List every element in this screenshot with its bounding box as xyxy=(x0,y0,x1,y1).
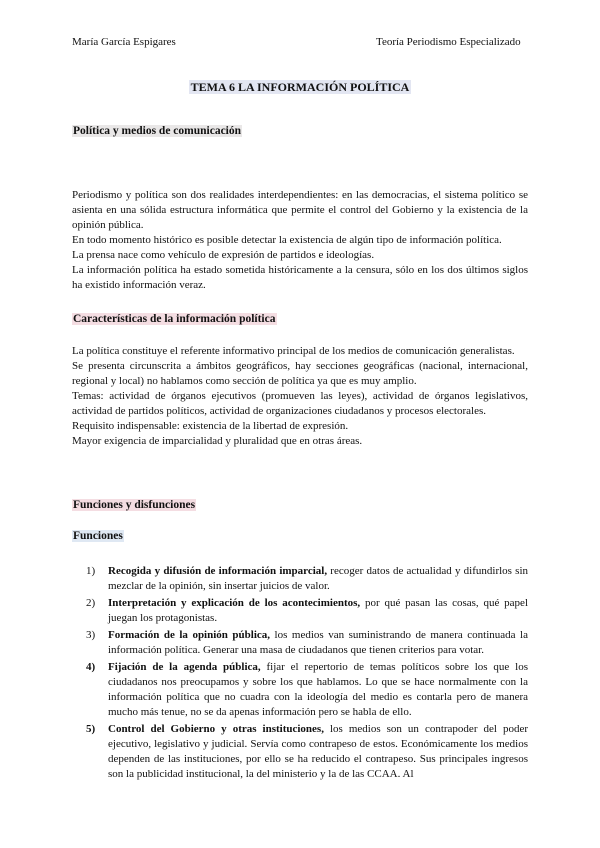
list-term: Control del Gobierno y otras instituciones, xyxy=(108,723,324,735)
list-number: 2) xyxy=(86,597,96,609)
section-body-politica-medios xyxy=(72,188,528,293)
list-text: por qué pasan las cosas, qué papel juegan los protagonistas. xyxy=(108,597,528,624)
list-item xyxy=(72,660,528,720)
list-term: Interpretación y explicación de los acontecimientos, xyxy=(108,597,361,609)
section-heading-text: Política y medios de comunicación xyxy=(73,125,242,137)
paragraph: La información política ha estado sometida históricamente a la censura, sólo en los dos últimos siglos ha existido información veraz. xyxy=(72,264,528,291)
list-text: los medios van suministrando de manera continuada la información política. Generar una masa de ciudadanos que tienen criterios para votar. xyxy=(108,629,528,656)
paragraph: Temas: actividad de órganos ejecutivos (promueven las leyes), actividad de órganos legislativos, actividad de partidos políticos, actividad de organizaciones ciudadanos y procesos electorales. xyxy=(72,390,528,417)
paragraph: Periodismo y política son dos realidades interdependientes: en las democracias, el sistema político se asienta en una sólida estructura informática que permite el control del Gobierno y la existencia de la opinión pública. xyxy=(72,189,528,231)
header-author: María García Espigares xyxy=(72,36,176,48)
section-heading-text: Funciones y disfunciones xyxy=(73,499,196,511)
paragraph: La política constituye el referente informativo principal de los medios de comunicación generalistas. xyxy=(72,345,515,357)
list-item xyxy=(72,564,528,594)
list-item xyxy=(72,722,528,782)
list-term: Fijación de la agenda pública, xyxy=(108,661,261,673)
paragraph: Requisito indispensable: existencia de la libertad de expresión. xyxy=(72,420,349,432)
list-text: los medios son un contrapoder del poder ejecutivo, legislativo y judicial. Servía como contrapeso de estos. Económicamente los medios dependen de las instituciones, por ello se ha reducido el contrapeso. Sus principales ingresos son la publicidad institucional, la del ministerio y la de las CCAA. Al xyxy=(108,723,528,780)
list-item xyxy=(72,628,528,658)
section-heading-text: Características de la información política xyxy=(73,313,276,325)
subheading-text: Funciones xyxy=(73,530,123,542)
list-number: 1) xyxy=(86,565,96,577)
page-title-text: TEMA 6 LA INFORMACIÓN POLÍTICA xyxy=(190,80,410,94)
list-item xyxy=(72,596,528,626)
list-number: 3) xyxy=(86,629,96,641)
section-heading-politica-medios xyxy=(72,125,242,137)
funciones-list xyxy=(72,564,528,784)
list-text: recoger datos de actualidad y difundirlos sin mezclar de la opinión, sin insertar juicios de valor. xyxy=(108,565,529,592)
section-heading-caracteristicas xyxy=(72,313,277,325)
subheading-funciones xyxy=(72,530,124,542)
list-number: 5) xyxy=(86,723,96,735)
paragraph: La prensa nace como vehículo de expresión de partidos e ideologías. xyxy=(72,249,375,261)
section-heading-funciones-disfunciones xyxy=(72,499,196,511)
list-term: Formación de la opinión pública, xyxy=(108,629,271,641)
section-body-caracteristicas xyxy=(72,344,528,449)
paragraph: Mayor exigencia de imparcialidad y pluralidad que en otras áreas. xyxy=(72,435,363,447)
page-title xyxy=(0,80,600,95)
paragraph: En todo momento histórico es posible detectar la existencia de algún tipo de información política. xyxy=(72,234,502,246)
list-term: Recogida y difusión de información imparcial, xyxy=(108,565,328,577)
list-text: fijar el repertorio de temas políticos sobre los que los ciudadanos nos preocupamos y sobre los que hablamos. Lo que se hace normalmente con la información política que no cuadra con la ideología del medio es contarla pero de manera mucho más tenue, no se da apenas información pero se habla de ello. xyxy=(108,661,528,718)
list-number: 4) xyxy=(86,661,96,673)
header-course: Teoría Periodismo Especializado xyxy=(376,36,521,48)
paragraph: Se presenta circunscrita a ámbitos geográficos, hay secciones geográficas (nacional, internacional, regional y local) no hablamos como sección de política ya que es muy amplio. xyxy=(72,360,528,387)
